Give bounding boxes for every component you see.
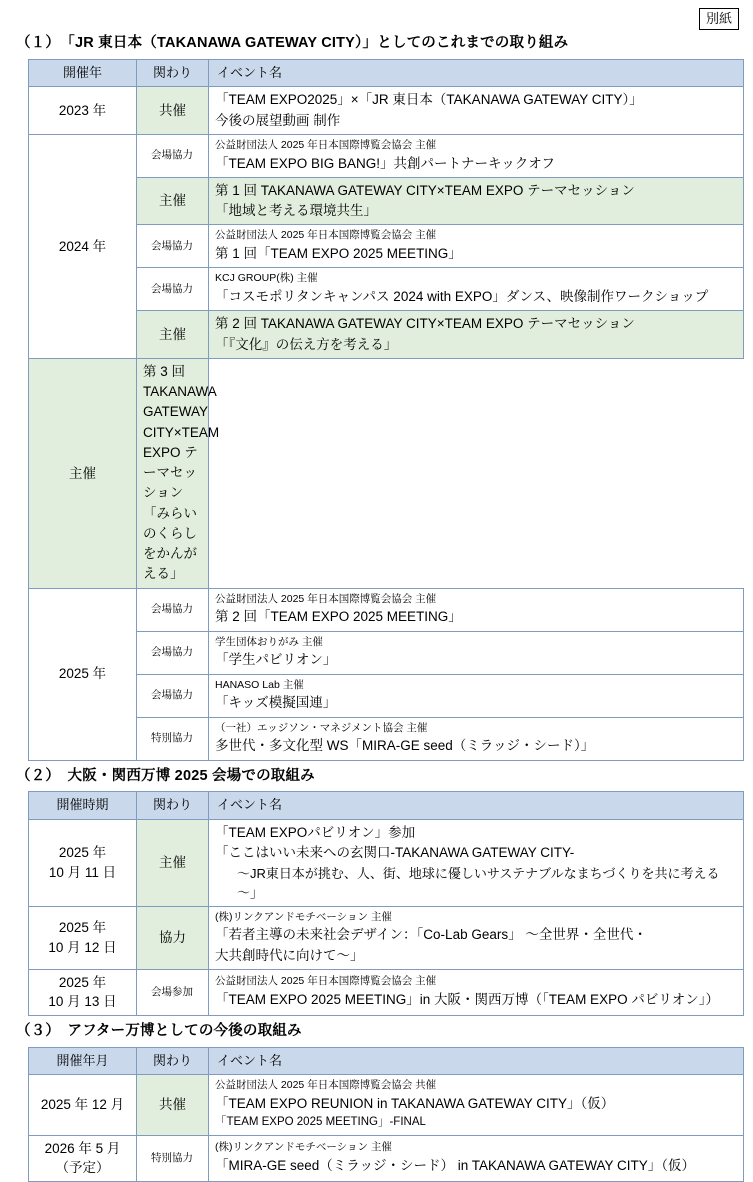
cell-event-name (209, 969, 744, 1015)
cell-event-name (209, 268, 744, 311)
table-row (29, 177, 744, 225)
event-organizer: 公益財団法人 2025 年日本国際博覧会協会 主催 (215, 138, 437, 151)
cell-event-name (209, 674, 744, 717)
cell-relation: 共催 (137, 87, 209, 135)
column-header: 開催時期 (29, 792, 137, 820)
cell-relation: 会場協力 (137, 268, 209, 311)
event-organizer: （一社）エッジソン・マネジメント協会 主催 (215, 721, 428, 734)
cell-event-name (209, 588, 744, 631)
table-body-2 (29, 792, 744, 1016)
event-title-line: 「TEAM EXPO BIG BANG!」共創パートナーキックオフ (215, 155, 555, 171)
event-title-line: 第 1 回 TAKANAWA GATEWAY CITY×TEAM EXPO テーマセッション (215, 182, 635, 198)
event-subline: 「TEAM EXPO 2025 MEETING」-FINAL (215, 1116, 426, 1129)
event-organizer: 公益財団法人 2025 年日本国際博覧会協会 主催 (215, 229, 437, 242)
section-heading-2: （２） 大阪・関西万博 2025 会場での取組み (16, 767, 315, 784)
event-title-line: 多世代・多文化型 WS「MIRA-GE seed（ミラッジ・シード）」 (215, 738, 595, 754)
column-header: 開催年 (29, 59, 137, 87)
cell-relation: 会場協力 (137, 631, 209, 674)
cell-period: 2025 年 10 月 12 日 (29, 906, 137, 969)
cell-relation: 共催 (137, 1075, 209, 1135)
cell-relation: 会場協力 (137, 225, 209, 268)
event-title-line: 「TEAM EXPO 2025 MEETING」in 大阪・関西万博（「TEAM EXPO パビリオン」） (215, 992, 719, 1008)
event-title-line: 第 3 回 TAKANAWA GATEWAY CITY×TEAM EXPO テーマセッション (143, 363, 220, 501)
event-title-line: 「地域と考える環境共生」 (215, 203, 377, 219)
table-row (29, 134, 744, 177)
table-row (29, 87, 744, 135)
cell-relation: 主催 (137, 177, 209, 225)
table-row (29, 268, 744, 311)
cell-relation: 主催 (137, 820, 209, 907)
table-section-2 (28, 791, 744, 1016)
event-title-line: 今後の展望動画 制作 (215, 112, 341, 128)
event-title-line: 「ここはいい未来への玄関口-TAKANAWA GATEWAY CITY- (215, 845, 575, 861)
section-heading-3: （３） アフター万博としての今後の取組み (16, 1022, 302, 1039)
event-title-line: 「MIRA-GE seed（ミラッジ・シード） in TAKANAWA GATEWAY CITY」（仮） (215, 1157, 696, 1173)
event-organizer: HANASO Lab 主催 (215, 678, 304, 691)
table-row (29, 311, 744, 359)
cell-period: 2025 年 10 月 13 日 (29, 969, 137, 1015)
event-title-line: 「みらいのくらしをかんがえる」 (143, 505, 197, 582)
cell-event-name (209, 820, 744, 907)
event-title-line: 「コスモポリタンキャンパス 2024 with EXPO」ダンス、映像制作ワークショップ (215, 289, 709, 305)
cell-relation: 会場協力 (137, 674, 209, 717)
cell-period: 2025 年 12 月 (29, 1075, 137, 1135)
table-row (29, 1135, 744, 1181)
event-title-line: 「若者主導の未来社会デザイン：「Co-Lab Gears」 ～全世界・全世代・ (215, 927, 647, 943)
table-row (29, 1075, 744, 1135)
event-organizer: KCJ GROUP(株) 主催 (215, 272, 318, 285)
event-title-line: 「TEAM EXPOパビリオン」参加 (215, 825, 416, 841)
cell-relation: 特別協力 (137, 1135, 209, 1181)
cell-event-name (209, 134, 744, 177)
cell-relation: 会場参加 (137, 969, 209, 1015)
event-title-line: 「TEAM EXPO REUNION in TAKANAWA GATEWAY CITY」（仮） (215, 1096, 615, 1112)
event-organizer: (株)リンクアンドモチベーション 主催 (215, 1141, 392, 1154)
cell-event-name (209, 177, 744, 225)
column-header: 開催年月 (29, 1047, 137, 1075)
table-row (29, 358, 744, 588)
column-header: イベント名 (209, 59, 744, 87)
table-header-row (29, 792, 744, 820)
column-header: 関わり (137, 59, 209, 87)
attachment-label: 別紙 (699, 8, 739, 30)
cell-relation: 主催 (29, 358, 137, 588)
table-body-1 (29, 59, 744, 760)
cell-relation: 会場協力 (137, 588, 209, 631)
event-title-line: 「『文化』の伝え方を考える」 (215, 336, 398, 352)
event-subline: ～JR東日本が挑む、人、街、地球に優しいサステナブルなまちづくりを共に考える～」 (237, 865, 720, 901)
cell-event-name (209, 631, 744, 674)
cell-period: 2025 年 10 月 11 日 (29, 820, 137, 907)
cell-event-name (209, 311, 744, 359)
event-title-line: 「キッズ模擬国連」 (215, 695, 337, 711)
cell-relation: 協力 (137, 906, 209, 969)
event-organizer: 公益財団法人 2025 年日本国際博覧会協会 主催 (215, 592, 437, 605)
cell-relation: 会場協力 (137, 134, 209, 177)
cell-event-name (209, 906, 744, 969)
cell-event-name (137, 358, 220, 588)
event-title-line: 「学生パビリオン」 (215, 652, 337, 668)
cell-event-name (209, 717, 744, 760)
table-section-1 (28, 59, 744, 761)
table-header-row (29, 59, 744, 87)
table-row (29, 717, 744, 760)
event-organizer: 公益財団法人 2025 年日本国際博覧会協会 共催 (215, 1079, 437, 1092)
event-organizer: 学生団体おりがみ 主催 (215, 635, 323, 648)
cell-relation: 特別協力 (137, 717, 209, 760)
column-header: 関わり (137, 1047, 209, 1075)
column-header: 関わり (137, 792, 209, 820)
cell-period: 2023 年 (29, 87, 137, 135)
cell-event-name (209, 87, 744, 135)
table-row (29, 631, 744, 674)
event-title-line: 「TEAM EXPO2025」×「JR 東日本（TAKANAWA GATEWAY CITY）」 (215, 92, 643, 108)
table-section-3 (28, 1047, 744, 1182)
event-title-line: 第 2 回「TEAM EXPO 2025 MEETING」 (215, 609, 462, 625)
cell-period: 2025 年 (29, 588, 137, 760)
event-organizer: (株)リンクアンドモチベーション 主催 (215, 910, 392, 923)
event-title-line: 大共創時代に向けて～」 (215, 947, 364, 963)
table-row (29, 588, 744, 631)
cell-event-name (209, 225, 744, 268)
table-row (29, 906, 744, 969)
table-row (29, 674, 744, 717)
column-header: イベント名 (209, 1047, 744, 1075)
table-body-3 (29, 1047, 744, 1181)
table-row (29, 969, 744, 1015)
cell-period: 2024 年 (29, 134, 137, 358)
cell-relation: 主催 (137, 311, 209, 359)
event-organizer: 公益財団法人 2025 年日本国際博覧会協会 主催 (215, 975, 437, 988)
cell-event-name (209, 1135, 744, 1181)
cell-event-name (209, 1075, 744, 1135)
table-row (29, 820, 744, 907)
section-heading-1: （１） 「JR 東日本（TAKANAWA GATEWAY CITY）」としてのこれまでの取り組み (16, 35, 569, 51)
cell-period: 2026 年 5 月 （予定） (29, 1135, 137, 1181)
column-header: イベント名 (209, 792, 744, 820)
event-title-line: 第 1 回「TEAM EXPO 2025 MEETING」 (215, 246, 462, 262)
event-title-line: 第 2 回 TAKANAWA GATEWAY CITY×TEAM EXPO テーマセッション (215, 316, 635, 332)
table-header-row (29, 1047, 744, 1075)
table-row (29, 225, 744, 268)
